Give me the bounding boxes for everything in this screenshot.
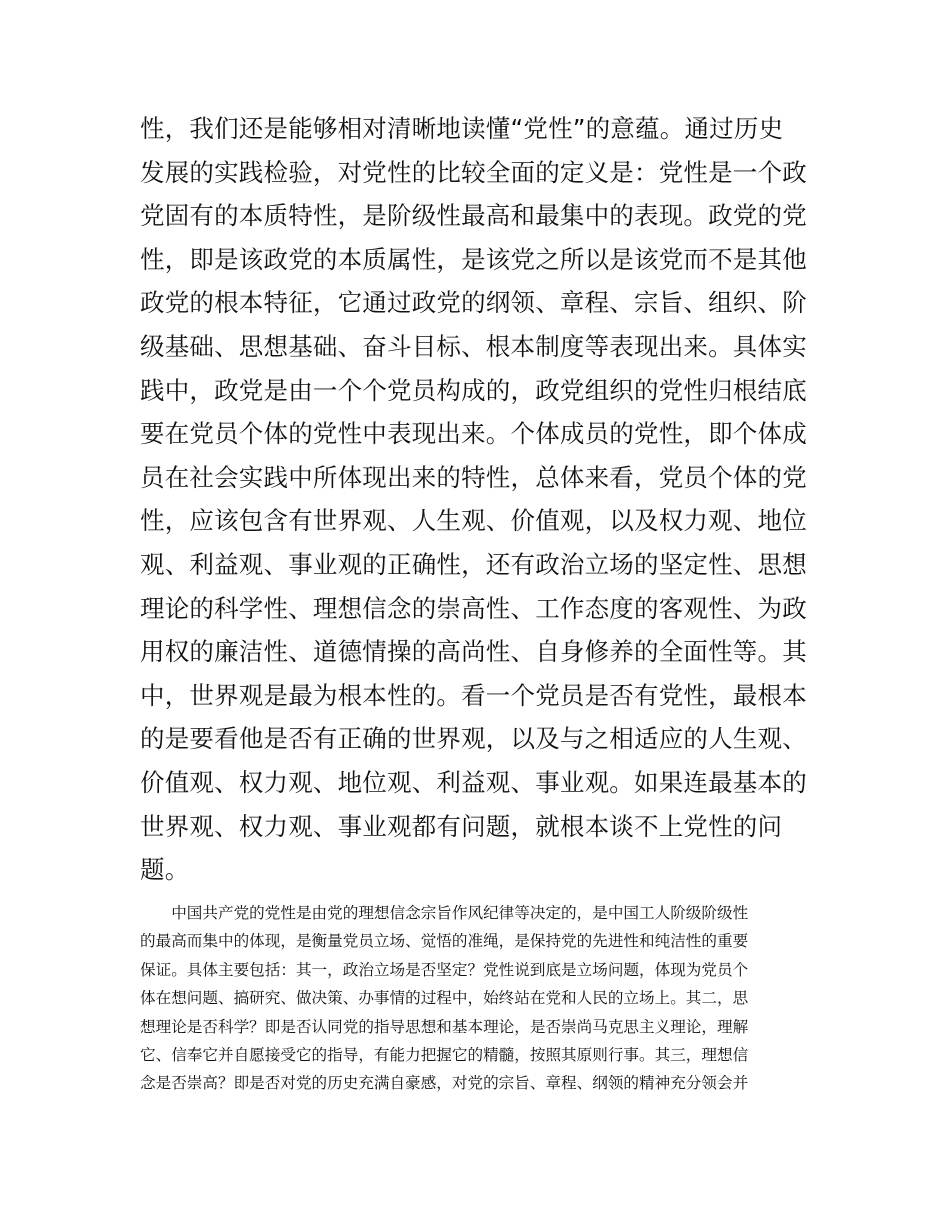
- second-paragraph-line: 它、信奉它并自愿接受它的指导，有能力把握它的精髓，按照其原则行事。其三，理想信: [140, 1045, 749, 1064]
- second-paragraph: [140, 899, 820, 1098]
- main-paragraph-line: 性，即是该政党的本质属性，是该党之所以是该党而不是其他: [140, 244, 807, 274]
- main-paragraph-line: 用权的廉洁性、道德情操的高尚性、自身修养的全面性等。其: [140, 637, 807, 667]
- second-paragraph-line: 念是否崇高？即是否对党的历史充满自豪感，对党的宗旨、章程、纲领的精神充分领会并: [140, 1074, 749, 1093]
- main-paragraph-line: 党固有的本质特性，是阶级性最高和最集中的表现。政党的党: [140, 201, 807, 231]
- main-paragraph-line: 世界观、权力观、事业观都有问题，就根本谈不上党性的问: [140, 811, 783, 841]
- second-paragraph-line: 中国共产党的党性是由党的理想信念宗旨作风纪律等决定的，是中国工人阶级阶级性: [140, 904, 749, 922]
- main-paragraph-line: 践中，政党是由一个个党员构成的，政党组织的党性归根结底: [140, 375, 807, 405]
- main-paragraph-line: 中，世界观是最为根本性的。看一个党员是否有党性，最根本: [140, 680, 807, 710]
- main-paragraph-line: 性，我们还是能够相对清晰地读懂“党性”的意蕴。通过历史: [140, 114, 784, 143]
- main-paragraph-line: 题。: [140, 855, 190, 885]
- main-paragraph-line: 价值观、权力观、地位观、利益观、事业观。如果连最基本的: [140, 767, 807, 797]
- main-paragraph-line: 级基础、思想基础、奋斗目标、根本制度等表现出来。具体实: [140, 331, 807, 361]
- main-paragraph-line: 理论的科学性、理想信念的崇高性、工作态度的客观性、为政: [140, 593, 807, 623]
- main-paragraph-line: 员在社会实践中所体现出来的特性，总体来看，党员个体的党: [140, 462, 807, 492]
- main-paragraph-line: 发展的实践检验，对党性的比较全面的定义是：党性是一个政: [140, 157, 807, 187]
- main-paragraph-line: 性，应该包含有世界观、人生观、价值观，以及权力观、地位: [140, 506, 807, 536]
- second-paragraph-line: 体在想问题、搞研究、做决策、办事情的过程中，始终站在党和人民的立场上。其二，思: [140, 989, 749, 1008]
- main-paragraph-line: 要在党员个体的党性中表现出来。个体成员的党性，即个体成: [140, 419, 807, 449]
- second-paragraph-line: 保证。具体主要包括：其一，政治立场是否坚定？党性说到底是立场问题，体现为党员个: [140, 960, 749, 979]
- main-paragraph-line: 观、利益观、事业观的正确性，还有政治立场的坚定性、思想: [140, 549, 807, 579]
- main-paragraph: [140, 107, 820, 892]
- main-paragraph-line: 的是要看他是否有正确的世界观，以及与之相适应的人生观、: [140, 724, 807, 754]
- second-paragraph-line: 想理论是否科学？即是否认同党的指导思想和基本理论，是否崇尚马克思主义理论，理解: [140, 1017, 749, 1036]
- main-paragraph-line: 政党的根本特征，它通过政党的纲领、章程、宗旨、组织、阶: [140, 288, 807, 318]
- second-paragraph-line: 的最高而集中的体现，是衡量党员立场、觉悟的准绳，是保持党的先进性和纯洁性的重要: [140, 932, 749, 951]
